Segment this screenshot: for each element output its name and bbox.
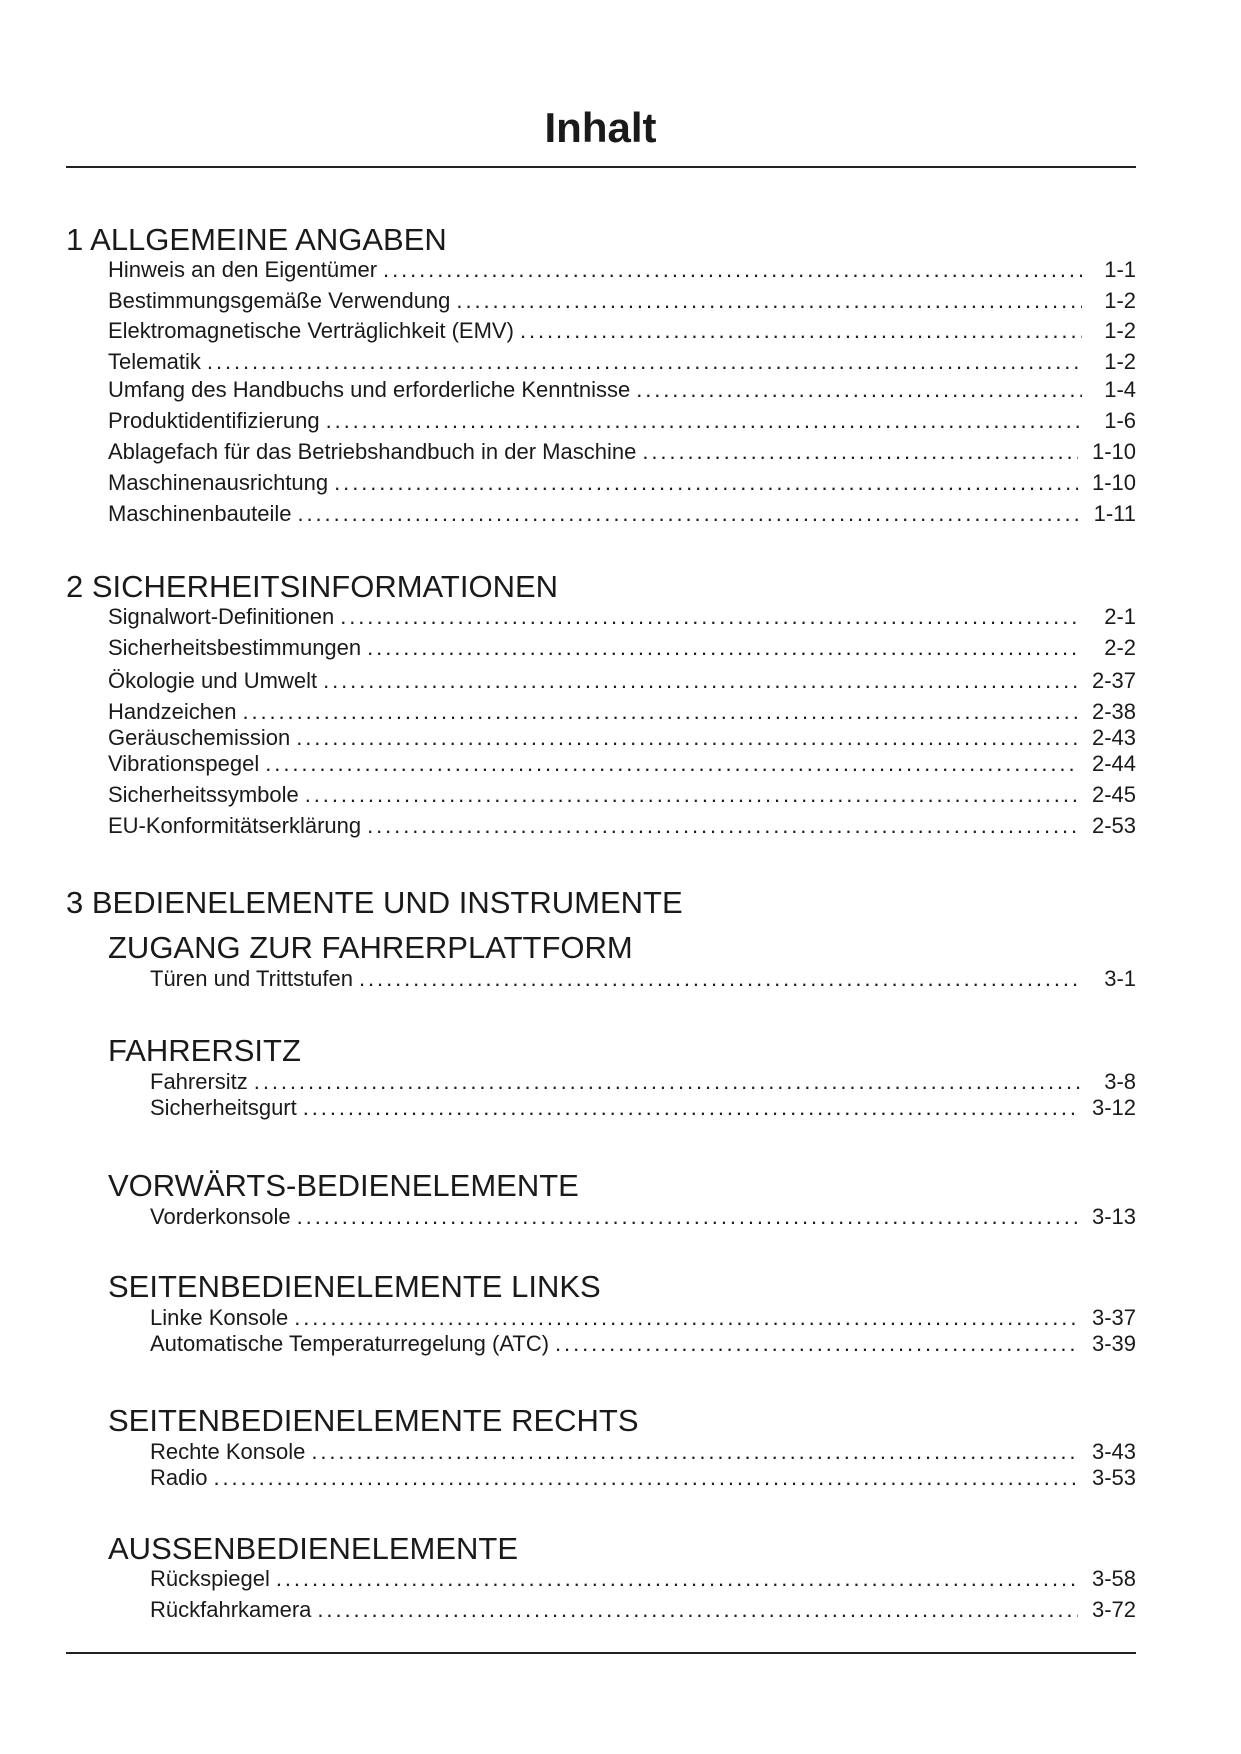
toc-entry[interactable] — [150, 1438, 1136, 1465]
toc-entry-page: 1-10 — [1091, 439, 1136, 464]
toc-entry-page: 1-2 — [1104, 349, 1136, 374]
toc-entry[interactable] — [150, 965, 1136, 992]
toc-entry-page: 2-1 — [1104, 604, 1136, 629]
toc-entry[interactable] — [150, 1068, 1136, 1095]
toc-entry-label: Linke Konsole — [150, 1305, 289, 1330]
toc-entry-label: Sicherheitssymbole — [108, 782, 299, 807]
toc-entry[interactable] — [108, 750, 1136, 777]
section-2-heading: 2 SICHERHEITSINFORMATIONEN — [66, 569, 559, 604]
toc-entry-page: 1-11 — [1093, 501, 1136, 526]
top-rule — [66, 166, 1136, 168]
toc-leader-dots — [265, 750, 1078, 777]
toc-entry[interactable] — [150, 1203, 1136, 1230]
page-title: Inhalt — [544, 104, 657, 151]
toc-entry-label: Bestimmungsgemäße Verwendung — [108, 288, 451, 313]
toc-entry[interactable] — [108, 438, 1136, 465]
toc-leader-dots — [340, 603, 1082, 630]
toc-leader-dots — [311, 1438, 1078, 1465]
toc-entry-page: 2-38 — [1091, 699, 1136, 724]
toc-entry-page: 1-1 — [1104, 257, 1136, 282]
toc-entry-label: Rückspiegel — [150, 1566, 270, 1591]
toc-entry[interactable] — [108, 317, 1136, 344]
toc-entry-label: Türen und Trittstufen — [150, 966, 353, 991]
toc-entry-page: 3-12 — [1091, 1095, 1136, 1120]
toc-leader-dots — [242, 698, 1078, 725]
toc-entry-label: Vorderkonsole — [150, 1204, 291, 1229]
subsection-heading: AUSSENBEDIENELEMENTE — [108, 1531, 518, 1566]
toc-leader-dots — [555, 1330, 1078, 1357]
toc-leader-dots — [636, 376, 1082, 403]
toc-entry-page: 1-2 — [1104, 318, 1136, 343]
toc-entry-label: Produktidentifizierung — [108, 408, 320, 433]
toc-entry-page: 3-8 — [1104, 1069, 1136, 1094]
toc-leader-dots — [213, 1464, 1077, 1491]
toc-entry-label: EU-Konformitätserklärung — [108, 813, 362, 838]
toc-leader-dots — [297, 1203, 1078, 1230]
toc-entry[interactable] — [108, 781, 1136, 808]
toc-entry[interactable] — [108, 812, 1136, 839]
toc-entry-page: 3-43 — [1091, 1439, 1136, 1464]
toc-entry[interactable] — [108, 500, 1136, 527]
toc-leader-dots — [367, 634, 1082, 661]
toc-entry-label: Rückfahrkamera — [150, 1597, 312, 1622]
toc-leader-dots — [276, 1565, 1078, 1592]
toc-entry-page: 2-44 — [1091, 751, 1136, 776]
toc-entry-label: Ökologie und Umwelt — [108, 668, 318, 693]
toc-entry[interactable] — [108, 256, 1136, 283]
toc-entry-label: Fahrersitz — [150, 1069, 248, 1094]
toc-entry[interactable] — [150, 1596, 1136, 1623]
subsection-heading: SEITENBEDIENELEMENTE LINKS — [108, 1269, 601, 1304]
toc-leader-dots — [254, 1068, 1082, 1095]
toc-entry-label: Sicherheitsgurt — [150, 1095, 297, 1120]
toc-entry-page: 1-4 — [1104, 377, 1136, 402]
toc-leader-dots — [334, 469, 1078, 496]
toc-entry[interactable] — [150, 1464, 1136, 1491]
toc-entry[interactable] — [150, 1304, 1136, 1331]
toc-entry[interactable] — [108, 348, 1136, 375]
toc-leader-dots — [520, 317, 1082, 344]
toc-entry-label: Umfang des Handbuchs und erforderliche Kenntnisse — [108, 377, 631, 402]
toc-entry[interactable] — [150, 1094, 1136, 1121]
toc-entry[interactable] — [108, 376, 1136, 403]
toc-leader-dots — [305, 781, 1078, 808]
toc-entry-label: Sicherheitsbestimmungen — [108, 635, 362, 660]
toc-entry-page: 3-72 — [1091, 1597, 1136, 1622]
toc-entry-label: Handzeichen — [108, 699, 237, 724]
toc-entry[interactable] — [108, 724, 1136, 751]
subsection-heading: VORWÄRTS-BEDIENELEMENTE — [108, 1168, 579, 1203]
toc-leader-dots — [323, 667, 1078, 694]
toc-leader-dots — [367, 812, 1078, 839]
toc-entry[interactable] — [150, 1330, 1136, 1357]
toc-entry-label: Elektromagnetische Verträglichkeit (EMV) — [108, 318, 514, 343]
subsection-heading: FAHRERSITZ — [108, 1033, 301, 1068]
toc-leader-dots — [326, 407, 1082, 434]
toc-entry-label: Rechte Konsole — [150, 1439, 306, 1464]
toc-entry-page: 2-53 — [1091, 813, 1136, 838]
toc-entry-page: 1-6 — [1104, 408, 1136, 433]
subsection-heading: ZUGANG ZUR FAHRERPLATTFORM — [108, 930, 633, 965]
toc-leader-dots — [383, 256, 1082, 283]
toc-entry-label: Radio — [150, 1465, 208, 1490]
toc-entry[interactable] — [108, 698, 1136, 725]
toc-entry-page: 3-37 — [1091, 1305, 1136, 1330]
toc-entry-label: Ablagefach für das Betriebshandbuch in der Maschine — [108, 439, 637, 464]
toc-leader-dots — [294, 1304, 1078, 1331]
toc-leader-dots — [359, 965, 1082, 992]
subsection-heading: SEITENBEDIENELEMENTE RECHTS — [108, 1403, 639, 1438]
toc-entry[interactable] — [108, 603, 1136, 630]
toc-entry-page: 2-37 — [1091, 668, 1136, 693]
toc-entry-label: Automatische Temperaturregelung (ATC) — [150, 1331, 550, 1356]
toc-entry-label: Vibrationspegel — [108, 751, 260, 776]
toc-entry-page: 1-10 — [1091, 470, 1136, 495]
toc-entry-page: 2-2 — [1104, 635, 1136, 660]
toc-entry[interactable] — [108, 634, 1136, 661]
toc-leader-dots — [297, 500, 1079, 527]
toc-entry-label: Telematik — [108, 349, 201, 374]
section-1-heading: 1 ALLGEMEINE ANGABEN — [66, 222, 447, 257]
toc-entry[interactable] — [108, 407, 1136, 434]
toc-leader-dots — [296, 724, 1078, 751]
toc-leader-dots — [456, 287, 1082, 314]
toc-entry-label: Hinweis an den Eigentümer — [108, 257, 378, 282]
bottom-rule — [66, 1652, 1136, 1654]
toc-entry-label: Maschinenausrichtung — [108, 470, 329, 495]
toc-entry-label: Signalwort-Definitionen — [108, 604, 335, 629]
toc-entry[interactable] — [108, 287, 1136, 314]
toc-entry[interactable] — [108, 667, 1136, 694]
toc-entry-page: 2-45 — [1091, 782, 1136, 807]
toc-leader-dots — [642, 438, 1078, 465]
toc-entry-label: Maschinenbauteile — [108, 501, 292, 526]
toc-leader-dots — [207, 348, 1082, 375]
toc-leader-dots — [317, 1596, 1078, 1623]
toc-entry[interactable] — [108, 469, 1136, 496]
toc-entry-page: 3-39 — [1091, 1331, 1136, 1356]
toc-entry-label: Geräuschemission — [108, 725, 291, 750]
toc-entry-page: 3-13 — [1091, 1204, 1136, 1229]
toc-entry-page: 2-43 — [1091, 725, 1136, 750]
toc-entry[interactable] — [150, 1565, 1136, 1592]
toc-entry-page: 3-53 — [1091, 1465, 1136, 1490]
toc-leader-dots — [303, 1094, 1078, 1121]
toc-entry-page: 1-2 — [1104, 288, 1136, 313]
toc-entry-page: 3-58 — [1091, 1566, 1136, 1591]
section-3-heading: 3 BEDIENELEMENTE UND INSTRUMENTE — [66, 885, 683, 920]
toc-entry-page: 3-1 — [1104, 966, 1136, 991]
